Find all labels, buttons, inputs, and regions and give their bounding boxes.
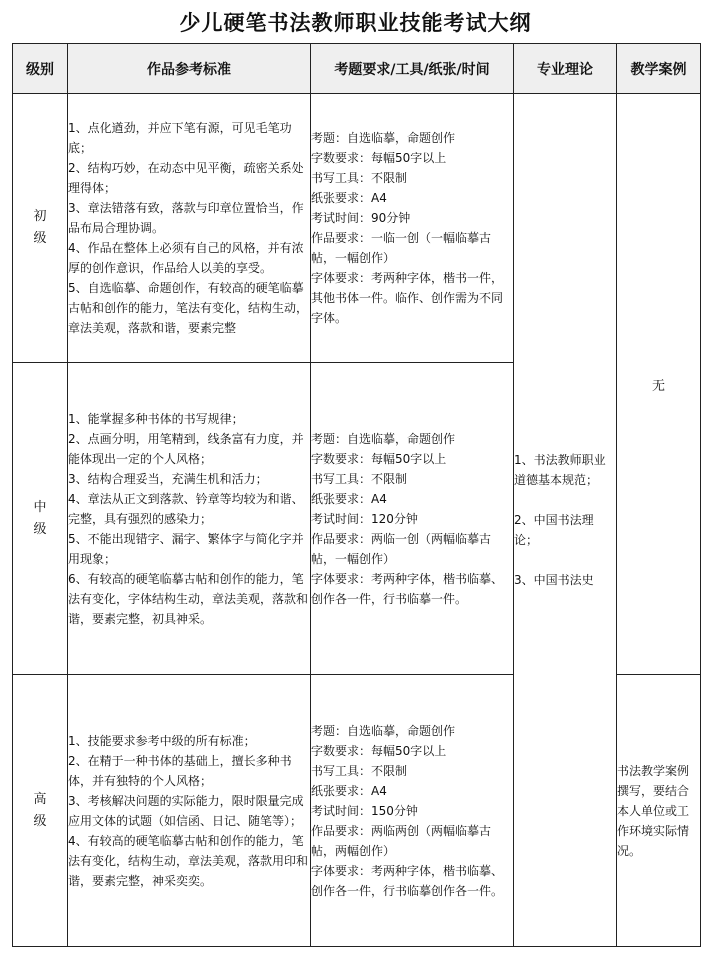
requirement-item: 考试时间：120分钟: [311, 511, 418, 526]
requirement-item: 字数要求：每幅50字以上: [311, 451, 447, 466]
standard-item: 1、点化遒劲，并应下笔有源，可见毛笔功底；: [68, 121, 292, 155]
requirement-item: 书写工具：不限制: [311, 171, 408, 185]
requirement-item: 作品要求：两临一创（两幅临摹古帖，一幅创作）: [311, 531, 492, 566]
standard-item: 1、技能要求参考中级的所有标准；: [68, 733, 256, 748]
theory-cell: [514, 94, 617, 947]
requirements-cell: [311, 675, 514, 947]
standard-item: 5、自选临摹、命题创作，有较高的硬笔临摹古帖和创作的能力，笔法有变化，结构生动，章法美观，落款和谐，要素完整: [68, 281, 309, 335]
standard-cell: [68, 94, 311, 363]
case-cell-senior: 书法教学案例撰写，要结合本人单位或工作环境实际情况。: [617, 675, 701, 947]
page-title: 少儿硬笔书法教师职业技能考试大纲: [179, 11, 532, 35]
standard-cell: [68, 363, 311, 675]
requirements-cell: [311, 363, 514, 675]
level-cell: [13, 675, 68, 947]
requirement-item: 纸张要求：A4: [311, 191, 387, 205]
header-level: 级别: [13, 44, 68, 94]
level-label: 中级: [33, 499, 47, 537]
standard-item: 4、有较高的硬笔临摹古帖和创作的能力，笔法有变化，结构生动，章法美观，落款用印和谐，要素完整，神采奕奕。: [68, 833, 309, 888]
header-theory: 专业理论: [514, 44, 617, 94]
requirement-item: 纸张要求：A4: [311, 491, 387, 506]
requirement-item: 考题：自选临摹，命题创作: [311, 431, 456, 446]
standard-item: 2、点画分明，用笔精到，线条富有力度，并能体现出一定的个人风格；: [68, 431, 304, 466]
requirements-cell: [311, 94, 514, 363]
requirement-item: 考试时间：150分钟: [311, 803, 418, 818]
level-label: 初级: [33, 209, 47, 246]
header-case: 教学案例: [617, 44, 701, 94]
requirement-item: 字数要求：每幅50字以上: [311, 151, 447, 165]
theory-item: 3、中国书法史: [514, 573, 594, 587]
requirement-item: 作品要求：一临一创（一幅临摹古帖，一幅创作）: [311, 231, 492, 265]
standard-item: 3、考核解决问题的实际能力，限时限量完成应用文体的试题（如信函、日记、随笔等）；: [68, 793, 304, 828]
syllabus-table: [12, 43, 701, 947]
standard-item: 4、章法从正文到落款、钤章等均较为和谐、完整，具有强烈的感染力；: [68, 491, 304, 526]
standard-item: 3、结构合理妥当，充满生机和活力；: [68, 471, 268, 486]
standard-item: 5、不能出现错字、漏字、繁体字与简化字并用现象；: [68, 531, 304, 566]
table-header-row: [13, 44, 701, 94]
requirement-item: 考试时间：90分钟: [311, 211, 411, 225]
level-cell: [13, 363, 68, 675]
theory-item: 1、书法教师职业道德基本规范；: [514, 453, 606, 487]
requirement-item: 字体要求：考两种字体，楷书临摹、创作各一件，行书临摹创作各一件。: [311, 863, 504, 898]
standard-cell: [68, 675, 311, 947]
requirement-item: 字体要求：考两种字体，楷书临摹、创作各一件，行书临摹一件。: [311, 571, 504, 606]
header-requirements: 考题要求/工具/纸张/时间: [311, 44, 514, 94]
standard-item: 6、有较高的硬笔临摹古帖和创作的能力，笔法有变化，字体结构生动，章法美观，落款和谐，要素完整，初具神采。: [68, 571, 309, 626]
header-standard: 作品参考标准: [68, 44, 311, 94]
requirement-item: 书写工具：不限制: [311, 471, 408, 486]
requirement-item: 书写工具：不限制: [311, 763, 408, 778]
requirement-item: 字体要求：考两种字体，楷书一件，其他书体一件。临作、创作需为不同字体。: [311, 271, 504, 325]
theory-item: 2、中国书法理论；: [514, 513, 594, 547]
standard-item: 2、结构巧妙，在动态中见平衡，疏密关系处理得体；: [68, 161, 304, 195]
standard-item: 1、能掌握多种书体的书写规律；: [68, 411, 244, 426]
level-label: 高级: [33, 791, 47, 829]
requirement-item: 作品要求：两临两创（两幅临摹古帖，两幅创作）: [311, 823, 492, 858]
standard-item: 3、章法错落有致，落款与印章位置恰当，作品布局合理协调。: [68, 201, 304, 235]
requirement-item: 字数要求：每幅50字以上: [311, 743, 447, 758]
requirement-item: 考题：自选临摹，命题创作: [311, 723, 456, 738]
case-cell-none: 无: [617, 94, 701, 675]
standard-item: 2、在精于一种书体的基础上，擅长多种书体，并有独特的个人风格；: [68, 753, 292, 788]
level-cell: [13, 94, 68, 363]
standard-item: 4、作品在整体上必须有自己的风格，并有浓厚的创作意识，作品给人以美的享受。: [68, 241, 304, 275]
requirement-item: 纸张要求：A4: [311, 783, 387, 798]
table-row-junior: [13, 94, 701, 363]
requirement-item: 考题：自选临摹，命题创作: [311, 131, 456, 145]
